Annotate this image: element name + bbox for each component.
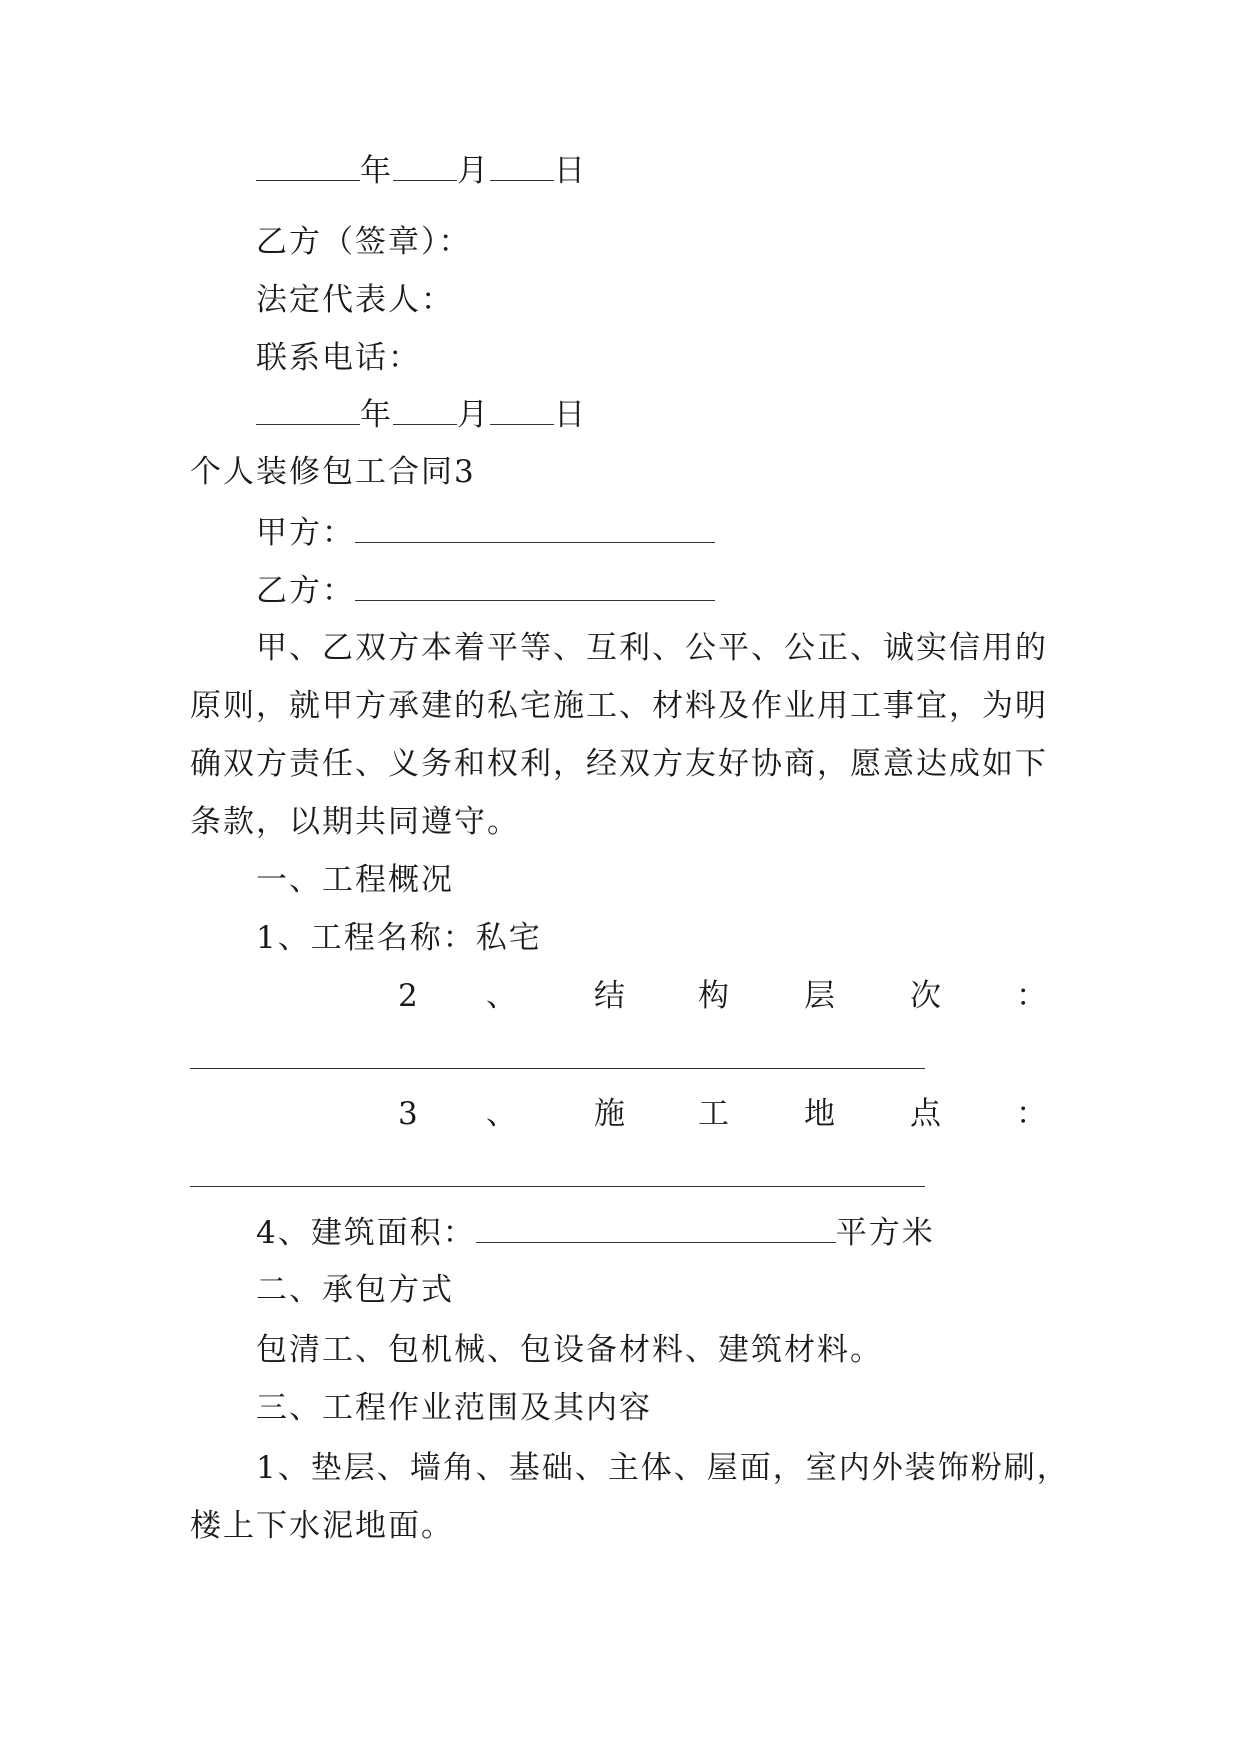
party-a-blank bbox=[355, 512, 715, 543]
section-3-item-1-line-1: 1、垫层、墙角、基础、主体、屋面，室内外装饰粉刷， bbox=[256, 1450, 1070, 1486]
section-1-heading: 一、工程概况 bbox=[256, 862, 454, 898]
item-4-unit: 平方米 bbox=[835, 1215, 935, 1251]
item-3-char: 施 bbox=[594, 1096, 625, 1132]
section-3-heading: 三、工程作业范围及其内容 bbox=[256, 1390, 652, 1426]
month-blank bbox=[393, 394, 457, 425]
day-blank bbox=[490, 150, 554, 181]
item-2-char: 构 bbox=[698, 978, 729, 1014]
intro-line-2: 原则，就甲方承建的私宅施工、材料及作业用工事宜，为明 bbox=[190, 688, 1048, 724]
item-3-blank-line bbox=[190, 1186, 925, 1187]
year-blank bbox=[256, 394, 360, 425]
section-2-text: 包清工、包机械、包设备材料、建筑材料。 bbox=[256, 1332, 883, 1368]
year-label: 年 bbox=[360, 397, 393, 433]
item-2-blank-line bbox=[190, 1068, 925, 1069]
date-line-1 bbox=[256, 150, 587, 191]
section-2-heading: 二、承包方式 bbox=[256, 1272, 454, 1308]
item-2-char: ： bbox=[1016, 978, 1047, 1014]
item-2-char: 次 bbox=[910, 978, 941, 1014]
day-label: 日 bbox=[554, 153, 587, 189]
party-b-blank bbox=[355, 570, 715, 601]
month-blank bbox=[393, 150, 457, 181]
year-label: 年 bbox=[360, 153, 393, 189]
item-2-char: 结 bbox=[594, 978, 625, 1014]
item-2-char: 层 bbox=[804, 978, 835, 1014]
item-2-char: 2 bbox=[398, 978, 418, 1014]
item-4-label: 4、建筑面积： bbox=[256, 1215, 476, 1251]
intro-line-1: 甲、乙双方本着平等、互利、公平、公正、诚实信用的 bbox=[256, 630, 1048, 666]
item-3-char: 3 bbox=[398, 1096, 418, 1132]
item-3-char: 点 bbox=[910, 1096, 941, 1132]
date-line-2 bbox=[256, 394, 587, 435]
month-label: 月 bbox=[457, 397, 490, 433]
item-3-char: ： bbox=[1016, 1096, 1047, 1132]
party-b-signature-label: 乙方（签章）： bbox=[256, 224, 472, 260]
party-b-line bbox=[256, 570, 715, 611]
party-b-label: 乙方： bbox=[256, 573, 355, 609]
section-3-item-1-line-2: 楼上下水泥地面。 bbox=[190, 1508, 454, 1544]
item-2-char: 、 bbox=[486, 978, 517, 1014]
year-blank bbox=[256, 150, 360, 181]
item-4-blank bbox=[476, 1212, 836, 1243]
party-a-line bbox=[256, 512, 715, 553]
phone-label: 联系电话： bbox=[256, 340, 421, 376]
legal-representative-label: 法定代表人： bbox=[256, 282, 454, 318]
party-a-label: 甲方： bbox=[256, 515, 355, 551]
intro-line-3: 确双方责任、义务和权利，经双方友好协商，愿意达成如下 bbox=[190, 746, 1048, 782]
item-3-char: 、 bbox=[486, 1096, 517, 1132]
item-3-char: 地 bbox=[804, 1096, 835, 1132]
item-1-project-name: 1、工程名称：私宅 bbox=[256, 920, 542, 956]
month-label: 月 bbox=[457, 153, 490, 189]
contract-title: 个人装修包工合同3 bbox=[190, 454, 476, 490]
intro-line-4: 条款，以期共同遵守。 bbox=[190, 804, 520, 840]
item-3-char: 工 bbox=[698, 1096, 729, 1132]
item-4-building-area bbox=[256, 1212, 935, 1253]
day-blank bbox=[490, 394, 554, 425]
day-label: 日 bbox=[554, 397, 587, 433]
